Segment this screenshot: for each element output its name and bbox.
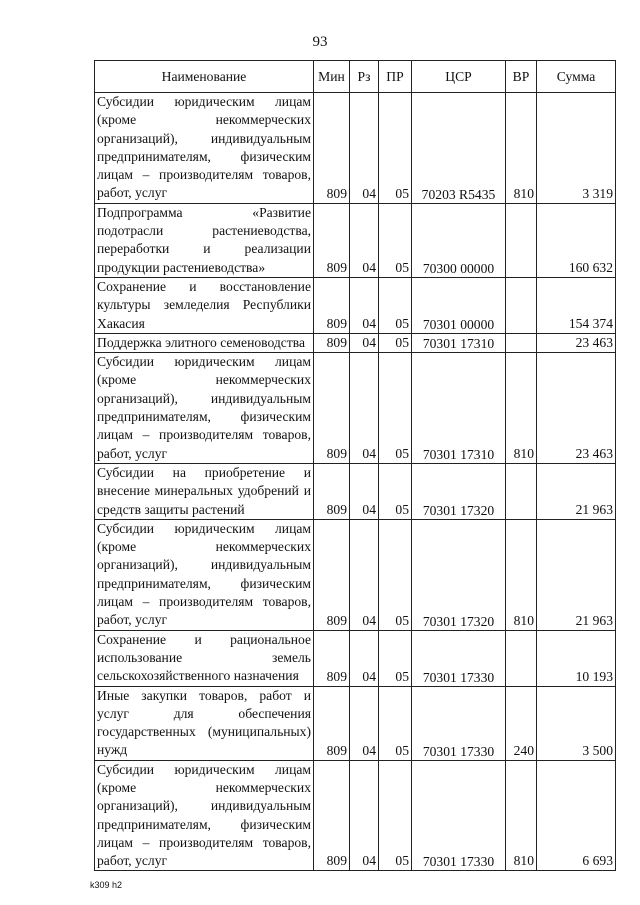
cell-csr: 70301 17310 — [412, 353, 506, 464]
cell-name: Субсидии юридическим лицам (кроме некоммерческих организаций), индивидуальным предпринимателям, физическим лицам – производителям товаров, работ, услуг — [95, 353, 314, 464]
table-row — [95, 630, 616, 686]
page-number: 93 — [312, 34, 328, 50]
cell-name: Субсидии юридическим лицам (кроме некоммерческих организаций), индивидуальным предпринимателям, физическим лицам – производителям товаров, работ, услуг — [95, 93, 314, 204]
cell-name: Иные закупки товаров, работ и услуг для обеспечения государственных (муниципальных) нужд — [95, 686, 314, 760]
cell-vr: 810 — [506, 519, 537, 630]
cell-sum: 21 963 — [537, 463, 616, 519]
header-sum: Сумма — [537, 61, 616, 93]
cell-csr: 70301 17310 — [412, 333, 506, 352]
cell-min: 809 — [314, 760, 350, 871]
cell-rz: 04 — [350, 353, 379, 464]
cell-rz: 04 — [350, 519, 379, 630]
cell-rz: 04 — [350, 203, 379, 277]
cell-pr: 05 — [379, 630, 412, 686]
cell-pr: 05 — [379, 519, 412, 630]
cell-min: 809 — [314, 277, 350, 333]
cell-pr: 05 — [379, 463, 412, 519]
cell-sum: 23 463 — [537, 333, 616, 352]
cell-vr: 810 — [506, 93, 537, 204]
cell-name: Субсидии юридическим лицам (кроме некоммерческих организаций), индивидуальным предпринимателям, физическим лицам – производителям товаров, работ, услуг — [95, 519, 314, 630]
cell-min: 809 — [314, 93, 350, 204]
table-row — [95, 93, 616, 204]
table-header — [95, 61, 616, 93]
cell-min: 809 — [314, 630, 350, 686]
header-pr: ПР — [379, 61, 412, 93]
cell-sum: 3 319 — [537, 93, 616, 204]
table-row — [95, 519, 616, 630]
cell-sum: 154 374 — [537, 277, 616, 333]
cell-sum: 10 193 — [537, 630, 616, 686]
cell-rz: 04 — [350, 686, 379, 760]
cell-min: 809 — [314, 463, 350, 519]
table-row — [95, 760, 616, 871]
cell-rz: 04 — [350, 277, 379, 333]
cell-csr: 70203 R5435 — [412, 93, 506, 204]
cell-name: Поддержка элитного семеноводства — [95, 333, 314, 352]
cell-rz: 04 — [350, 463, 379, 519]
cell-csr: 70301 17330 — [412, 630, 506, 686]
cell-name: Субсидии на приобретение и внесение минеральных удобрений и средств защиты растений — [95, 463, 314, 519]
cell-min: 809 — [314, 333, 350, 352]
cell-vr: 810 — [506, 760, 537, 871]
cell-rz: 04 — [350, 333, 379, 352]
cell-rz: 04 — [350, 630, 379, 686]
cell-vr — [506, 203, 537, 277]
cell-csr: 70301 00000 — [412, 277, 506, 333]
cell-min: 809 — [314, 519, 350, 630]
header-rz: Рз — [350, 61, 379, 93]
table-row — [95, 353, 616, 464]
cell-name: Подпрограмма «Развитие подотрасли растениеводства, переработки и реализации продукции растениеводства» — [95, 203, 314, 277]
cell-min: 809 — [314, 203, 350, 277]
table-row — [95, 203, 616, 277]
table-row — [95, 333, 616, 352]
header-name: Наименование — [95, 61, 314, 93]
cell-vr — [506, 333, 537, 352]
cell-pr: 05 — [379, 760, 412, 871]
budget-table — [94, 60, 616, 871]
cell-pr: 05 — [379, 353, 412, 464]
cell-pr: 05 — [379, 203, 412, 277]
cell-pr: 05 — [379, 93, 412, 204]
cell-sum: 21 963 — [537, 519, 616, 630]
cell-pr: 05 — [379, 686, 412, 760]
cell-name: Субсидии юридическим лицам (кроме некоммерческих организаций), индивидуальным предпринимателям, физическим лицам – производителям товаров, работ, услуг — [95, 760, 314, 871]
cell-min: 809 — [314, 353, 350, 464]
cell-vr — [506, 463, 537, 519]
cell-vr — [506, 277, 537, 333]
cell-vr — [506, 630, 537, 686]
table-row — [95, 463, 616, 519]
cell-sum: 23 463 — [537, 353, 616, 464]
cell-name: Сохранение и восстановление культуры земледелия Республики Хакасия — [95, 277, 314, 333]
cell-csr: 70301 17320 — [412, 463, 506, 519]
table-body — [95, 93, 616, 871]
header-vr: ВР — [506, 61, 537, 93]
cell-csr: 70301 17320 — [412, 519, 506, 630]
cell-pr: 05 — [379, 333, 412, 352]
cell-name: Сохранение и рациональное использование земель сельскохозяйственного назначения — [95, 630, 314, 686]
cell-sum: 160 632 — [537, 203, 616, 277]
cell-csr: 70300 00000 — [412, 203, 506, 277]
footer-mark: k309 h2 — [90, 880, 123, 890]
table-row — [95, 686, 616, 760]
header-row — [95, 61, 616, 93]
cell-rz: 04 — [350, 760, 379, 871]
cell-sum: 6 693 — [537, 760, 616, 871]
cell-csr: 70301 17330 — [412, 686, 506, 760]
cell-rz: 04 — [350, 93, 379, 204]
cell-pr: 05 — [379, 277, 412, 333]
table-row — [95, 277, 616, 333]
header-csr: ЦСР — [412, 61, 506, 93]
cell-vr: 810 — [506, 353, 537, 464]
cell-vr: 240 — [506, 686, 537, 760]
cell-csr: 70301 17330 — [412, 760, 506, 871]
cell-sum: 3 500 — [537, 686, 616, 760]
cell-min: 809 — [314, 686, 350, 760]
header-min: Мин — [314, 61, 350, 93]
